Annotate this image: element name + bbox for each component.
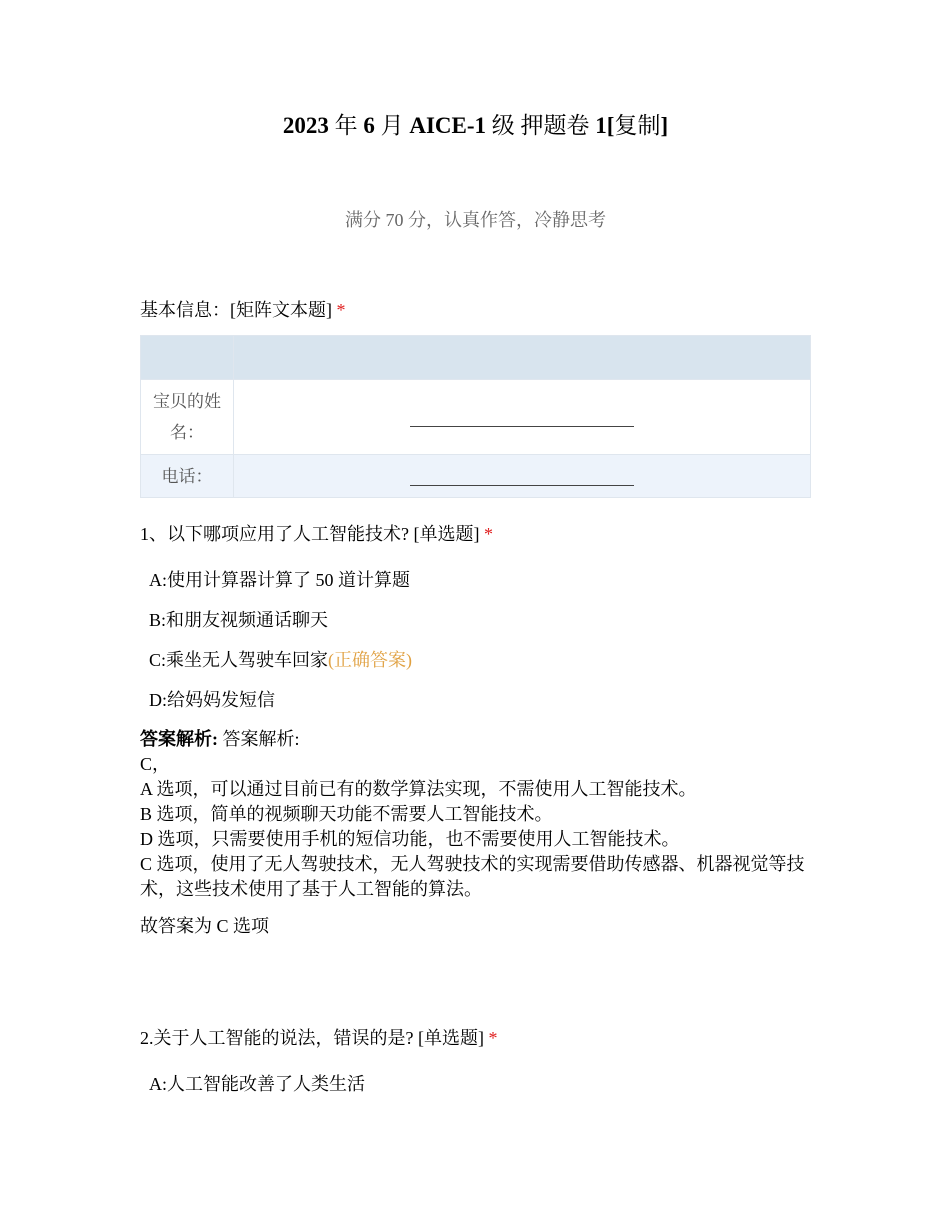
correct-answer-tag: (正确答案) — [328, 650, 413, 670]
title-copy-tag: 复制 — [614, 113, 661, 138]
matrix-row-label — [141, 380, 234, 455]
question-1-title — [140, 521, 493, 547]
matrix-header-row — [141, 336, 811, 380]
name-input-line[interactable] — [410, 410, 634, 427]
analysis-line: C 选项，使用了无人驾驶技术，无人驾驶技术的实现需要借助传感器、机器视觉等技术，这些技术使用了基于人工智能的算法。 — [140, 854, 805, 899]
basic-info-title — [140, 297, 346, 323]
analysis-label: 答案解析: — [140, 729, 218, 749]
title-year: 2023 — [282, 113, 329, 138]
matrix-row-name — [141, 380, 811, 455]
title-code: AICE-1 — [409, 113, 487, 138]
basic-info-label: 基本信息：[矩阵文本题] — [140, 300, 332, 320]
analysis-heading — [140, 727, 811, 752]
title-text: 年 — [328, 113, 364, 138]
matrix-row-phone — [141, 455, 811, 498]
q1-analysis — [140, 727, 811, 939]
analysis-line: B 选项，简单的视频聊天功能不需要人工智能技术。 — [140, 804, 553, 824]
matrix-header-cell — [141, 336, 234, 380]
page-title — [140, 110, 811, 142]
q1-option-a[interactable]: A:使用计算器计算了 50 道计算题 — [149, 570, 410, 590]
title-number: 1[ — [595, 113, 615, 138]
matrix-row-label — [141, 455, 234, 498]
required-mark: * — [483, 524, 493, 544]
name-label: 宝贝的姓名： — [153, 392, 221, 442]
analysis-line: A 选项，可以通过目前已有的数学算法实现，不需使用人工智能技术。 — [140, 779, 697, 799]
q1-option-c[interactable] — [149, 647, 412, 673]
question-1-text: 1、以下哪项应用了人工智能技术? [单选题] — [140, 524, 480, 544]
phone-input-line[interactable] — [410, 469, 634, 486]
q1-option-d[interactable]: D:给妈妈发短信 — [149, 690, 275, 710]
phone-label: 电话： — [161, 466, 213, 486]
analysis-line: D 选项，只需要使用手机的短信功能，也不需要使用人工智能技术。 — [140, 829, 680, 849]
title-month: 6 — [363, 113, 375, 138]
analysis-conclusion: 故答案为 C 选项 — [140, 916, 270, 936]
analysis-line: C， — [140, 754, 171, 774]
page-subtitle: 满分 70 分，认真作答，冷静思考 — [345, 210, 606, 230]
title-text: 级 押题卷 — [486, 113, 596, 138]
phone-input-cell[interactable] — [234, 455, 811, 498]
matrix-header-cell — [234, 336, 811, 380]
q1-option-b[interactable]: B:和朋友视频通话聊天 — [149, 610, 329, 630]
title-text: 月 — [374, 113, 410, 138]
required-mark: * — [488, 1028, 498, 1048]
required-mark: * — [336, 300, 346, 320]
basic-info-matrix — [140, 335, 811, 498]
title-bracket: ] — [660, 113, 669, 138]
q2-option-a[interactable]: A:人工智能改善了人类生活 — [149, 1074, 365, 1094]
name-input-cell[interactable] — [234, 380, 811, 455]
q1-option-c-text: C:乘坐无人驾驶车回家 — [149, 650, 329, 670]
analysis-line: 答案解析: — [222, 729, 300, 749]
question-2-text: 2.关于人工智能的说法，错误的是? [单选题] — [140, 1028, 484, 1048]
question-2-title — [140, 1025, 497, 1051]
